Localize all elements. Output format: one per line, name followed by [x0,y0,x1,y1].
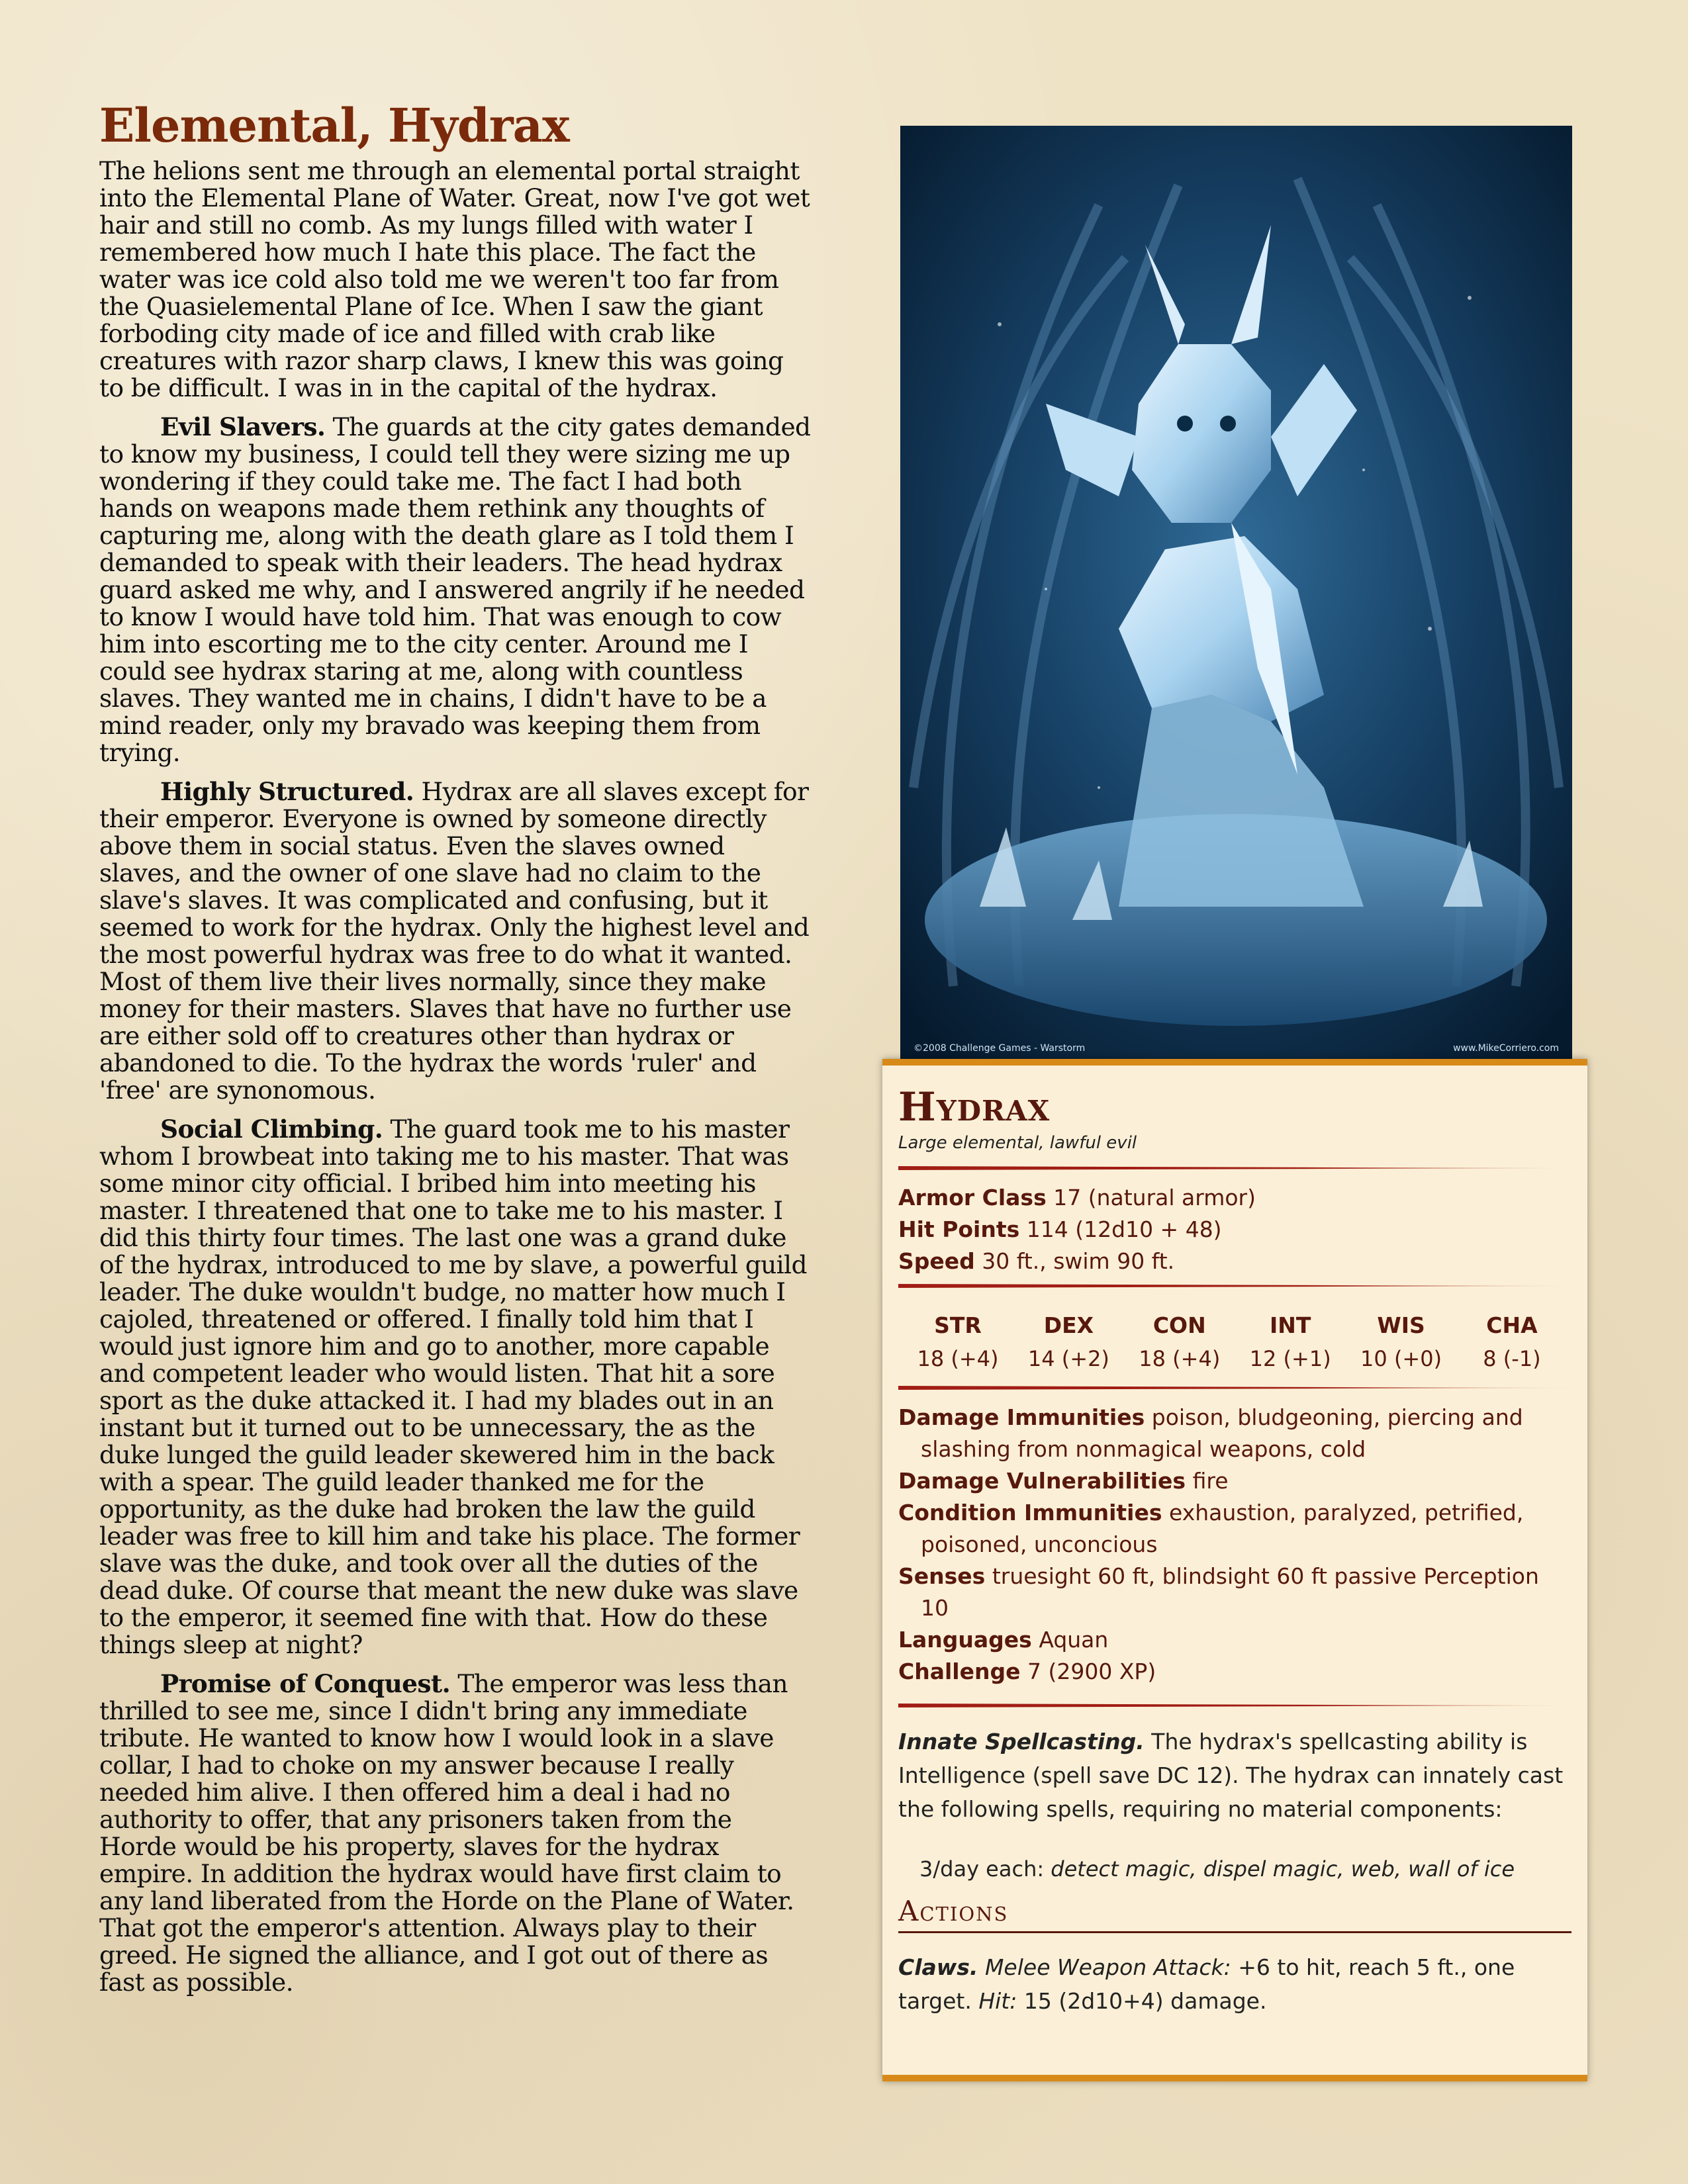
paragraph-text: The guards at the city gates demanded to know my business, I could tell they were sizing me up wondering if they could take me. The fact I had both hands on weapons made them rethink any thoughts of capturing me, along with the death glare as I told them I demanded to speak with their leaders. The head hydrax guard asked me why, and I answered angrily if he needed to know I would have told him. That was enough to cow him into escorting me to the city center. Around me I could see hydrax staring at me, along with countless slaves. They wanted me in chains, I didn't have to be a mind reader, only my bravado was keeping them from trying. [99,412,811,767]
divider [898,1386,1571,1390]
paragraph-promise-of-conquest [99,1670,811,1996]
paragraph-text: Hydrax are all slaves except for their emperor. Everyone is owned by someone directly above them in social status. Even the slaves owned slaves, and the owner of one slave had no claim to the slave's slaves. It was complicated and confusing, but it seemed to work for the hydrax. Only the highest level and the most powerful hydrax was free to do what it wanted. Most of them live their lives normally, since they make money for their masters. Slaves that have no further use are either sold off to creatures other than hydrax or abandoned to die. To the hydrax the words 'ruler' and 'free' are synonomous. [99,777,810,1105]
hydrax-illustration [900,126,1572,1059]
paragraph-lead: Evil Slavers. [160,412,326,441]
intro-paragraph [99,158,811,402]
page-title: Elemental, Hydrax [99,98,569,153]
art-credit-right: www.MikeCorriero.com [1453,1043,1559,1054]
paragraph-social-climbing [99,1116,811,1659]
ability-str: STR 18 (+4) [917,1312,999,1371]
speed: Speed 30 ft., swim 90 ft. [898,1248,1175,1274]
paragraph-highly-structured [99,778,811,1104]
action-claws: Claws. Melee Weapon Attack: +6 to hit, reach 5 ft., one target. Hit: 15 (2d10+4) damage. [898,1954,1515,2014]
stat-block [882,1059,1587,2081]
ability-cha: CHA 8 (-1) [1483,1312,1541,1371]
paragraph-evil-slavers [99,414,811,766]
ability-scores [898,1300,1571,1379]
ability-int: INT 12 (+1) [1249,1312,1331,1371]
damage-vulnerabilities: Damage Vulnerabilities fire [898,1468,1229,1494]
monster-name: Hydrax [898,1084,1051,1130]
hit-points: Hit Points 114 (12d10 + 48) [898,1216,1222,1242]
ability-wis: WIS 10 (+0) [1360,1312,1442,1371]
spell-list: 3/day each: detect magic, dispel magic, web, wall of ice [919,1856,1515,1882]
divider [898,1704,1571,1707]
damage-immunities: Damage Immunities poison, bludgeoning, piercing and slashing from nonmagical weapons, cold [898,1404,1523,1462]
paragraph-lead: Highly Structured. [160,777,414,806]
challenge: Challenge 7 (2900 XP) [898,1659,1156,1684]
paragraph-lead: Social Climbing. [160,1115,383,1144]
paragraph-text: The guard took me to his master whom I browbeat into taking me to his master. That was some minor city official. I bribed him into meeting his master. I threatened that one to take me to his master. I did this thirty four times. The last one was a grand duke of the hydrax, introduced to me by slave, a powerful guild leader. The duke wouldn't budge, no matter how much I cajoled, threatened or offered. I finally told him that I would just ignore him and go to another, more capable and competent leader who would listen. That hit a sore sport as the duke attacked it. I had my blades out in an instant but it turned out to be unnecessary, the as the duke lunged the guild leader skewered him in the back with a spear. The guild leader thanked me for the opportunity, as the duke had broken the law the guild leader was free to kill him and take his place. The former slave was the duke, and took over all the duties of the dead duke. Of course that meant the new duke was slave to the emperor, it seemed fine with that. How do these things sleep at night? [99,1115,807,1659]
monster-type: Large elemental, lawful evil [898,1133,1137,1153]
ability-dex: DEX 14 (+2) [1027,1312,1109,1371]
armor-class: Armor Class 17 (natural armor) [898,1185,1256,1210]
divider [898,1166,1571,1170]
left-column [99,99,811,2008]
paragraph-lead: Promise of Conquest. [160,1669,451,1698]
divider [898,1284,1571,1288]
senses: Senses truesight 60 ft, blindsight 60 ft passive Perception 10 [898,1563,1539,1621]
languages: Languages Aquan [898,1627,1109,1653]
art-credit-left: ©2008 Challenge Games - Warstorm [914,1043,1086,1054]
ability-con: CON 18 (+4) [1139,1312,1221,1371]
condition-immunities: Condition Immunities exhaustion, paralyzed, petrified, poisoned, unconcious [898,1500,1524,1557]
hydrax-artwork [900,126,1572,1059]
paragraph-text: The helions sent me through an elemental portal straight into the Elemental Plane of Water. Great, now I've got wet hair and still no comb. As my lungs filled with water I remembered how much I hate this place. The fact the water was ice cold also told me we weren't too far from the Quasielemental Plane of Ice. When I saw the giant forboding city made of ice and filled with crab like creatures with razor sharp claws, I knew this was going to be difficult. I was in in the capital of the hydrax. [99,156,810,402]
paragraph-text: The emperor was less than thrilled to see me, since I didn't bring any immediate tribute. He wanted to know how I would look in a slave collar, I had to choke on my answer because I really needed him alive. I then offered him a deal i had no authority to offer, that any prisoners taken from the Horde would be his property, slaves for the hydrax empire. In addition the hydrax would have first claim to any land liberated from the Horde on the Plane of Water. That got the emperor's attention. Always play to their greed. He signed the alliance, and I got out of there as fast as possible. [99,1669,794,1997]
actions-heading: Actions [898,1895,1571,1933]
innate-spellcasting: Innate Spellcasting. The hydrax's spellcasting ability is Intelligence (spell save DC 12). The hydrax can innately cast the following spells, requiring no material components: [898,1729,1564,1822]
